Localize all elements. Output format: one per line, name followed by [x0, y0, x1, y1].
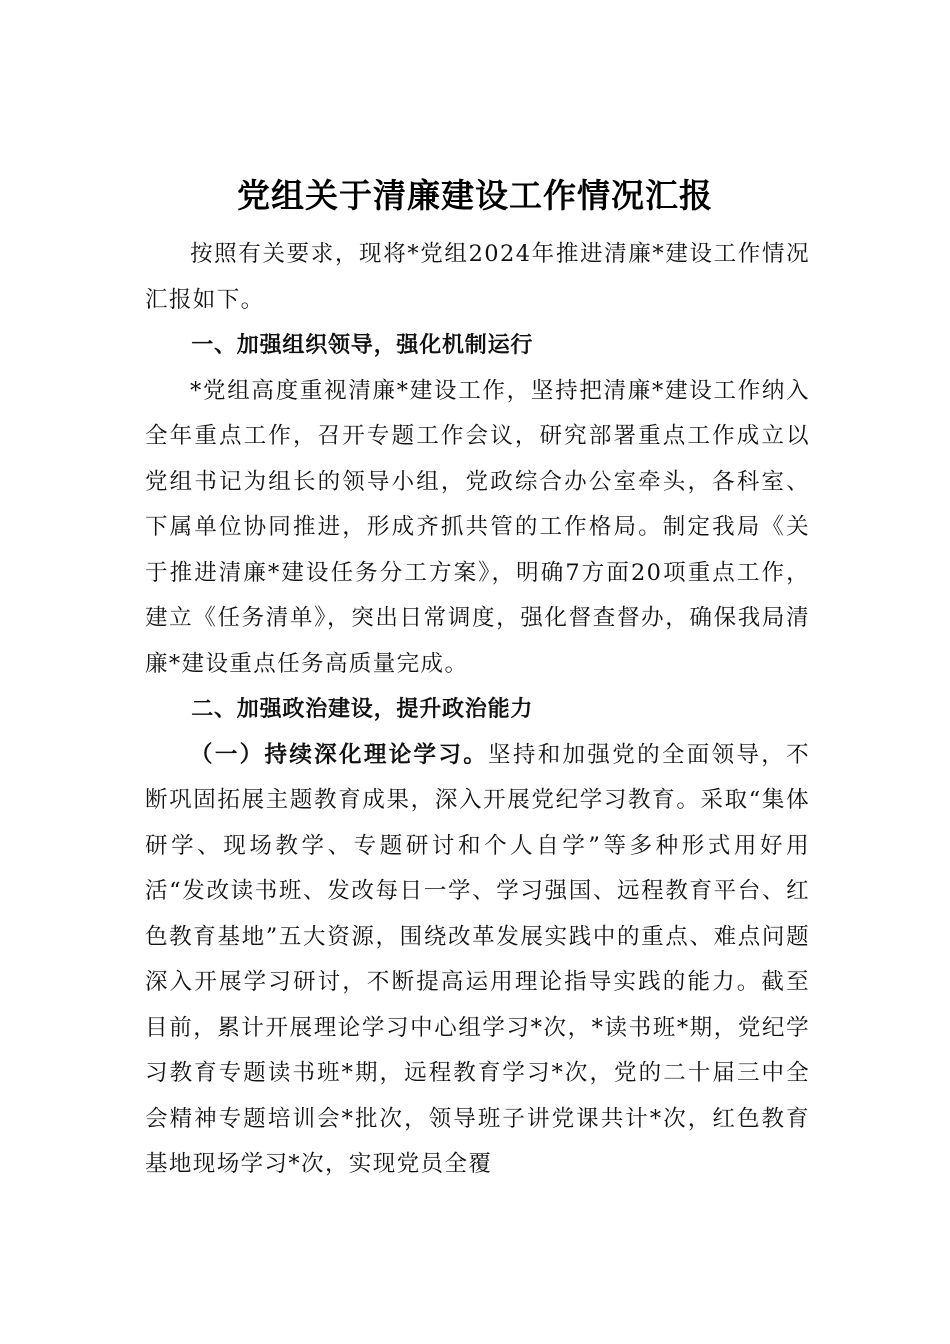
section-1-paragraph: *党组高度重视清廉*建设工作，坚持把清廉*建设工作纳入全年重点工作，召开专题工作会议，研究部署重点工作成立以党组书记为组长的领导小组，党政综合办公室牵头，各科室、下属单位协同推进，形成齐抓共管的工作格局。制定我局《关于推进清廉*建设任务分工方案》，明确7方面20项重点工作，建立《任务清单》，突出日常调度，强化督查督办，确保我局清廉*建设重点任务高质量完成。: [145, 377, 810, 677]
intro-paragraph: 按照有关要求，现将*党组2024年推进清廉*建设工作情况汇报如下。: [145, 241, 810, 313]
section-2-subsection-1-paragraph: [145, 733, 810, 1188]
subsection-1-lead: （一）持续深化理论学习。: [190, 741, 489, 768]
section-2-heading: 二、加强政治建设，提升政治能力: [191, 697, 534, 722]
document-body: [145, 232, 810, 1188]
document-title: 党组关于清廉建设工作情况汇报: [237, 176, 713, 215]
section-1-heading: 一、加强组织领导，强化机制运行: [191, 333, 534, 358]
subsection-1-text: 坚持和加强党的全面领导，不断巩固拓展主题教育成果，深入开展党纪学习教育。采取“集体研学、现场教学、专题研讨和个人自学”等多种形式用好用活“发改读书班、发改每日一学、学习强国、远程教育平台、红色教育基地”五大资源，围绕改革发展实践中的重点、难点问题深入开展学习研讨，不断提高运用理论指导实践的能力。截至目前，累计开展理论学习中心组学习*次，*读书班*期，党纪学习教育专题读书班*期，远程教育学习*次，党的二十届三中全会精神专题培训会*批次，领导班子讲党课共计*次，红色教育基地现场学习*次，实现党员全覆: [145, 741, 810, 1177]
